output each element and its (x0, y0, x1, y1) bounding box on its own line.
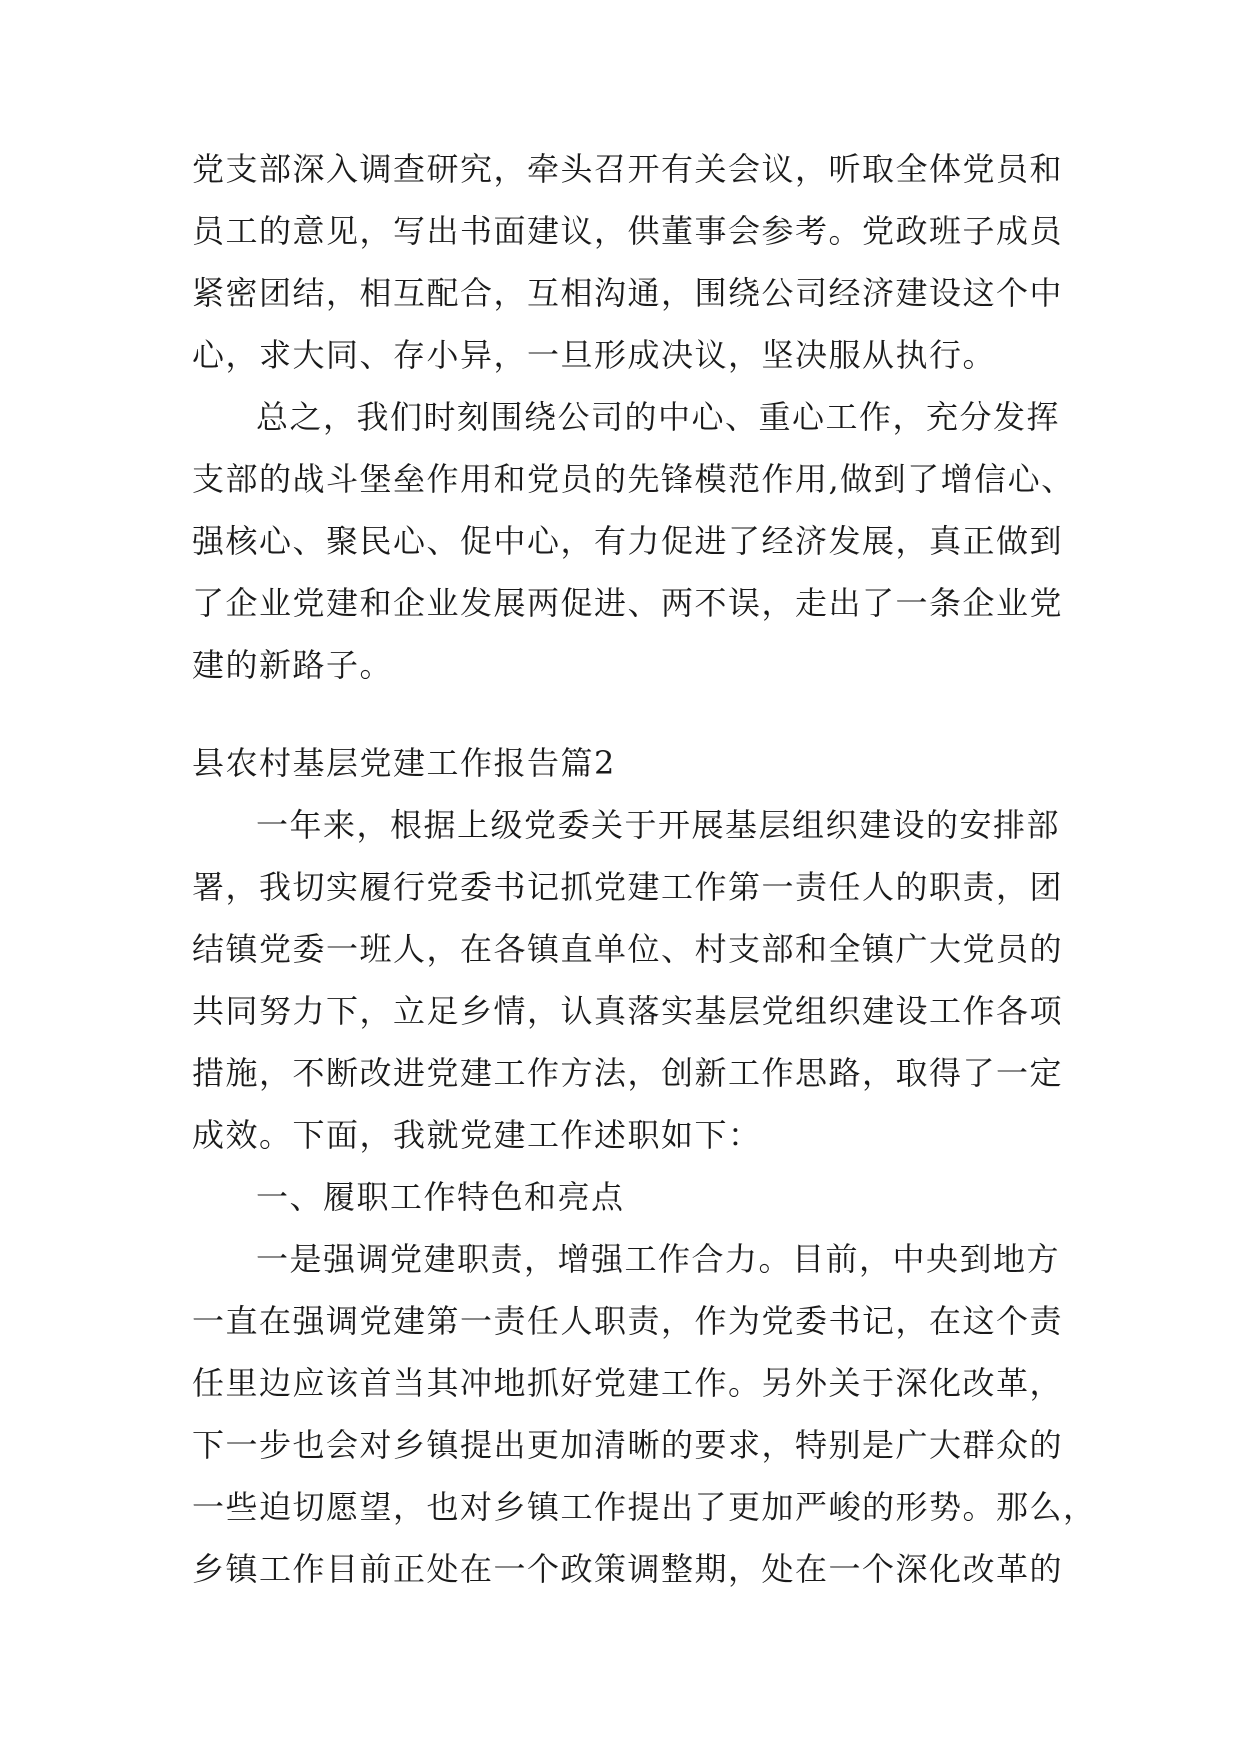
paragraph-2-line-3: 强核心、聚民心、促中心，有力促进了经济发展，真正做到 (192, 522, 1064, 560)
paragraph-4-line-2: 一直在强调党建第一责任人职责，作为党委书记，在这个责 (192, 1302, 1064, 1340)
paragraph-4-line-3: 任里边应该首当其冲地抓好党建工作。另外关于深化改革， (192, 1364, 1064, 1402)
section-title: 县农村基层党建工作报告篇2 (192, 744, 616, 782)
paragraph-3-line-4: 共同努力下，立足乡情，认真落实基层党组织建设工作各项 (192, 992, 1064, 1030)
paragraph-3-line-1: 一年来，根据上级党委关于开展基层组织建设的安排部 (256, 806, 1061, 844)
paragraph-1-line-1: 党支部深入调查研究，牵头召开有关会议，听取全体党员和 (192, 150, 1064, 188)
paragraph-4-line-6: 乡镇工作目前正处在一个政策调整期，处在一个深化改革的 (192, 1550, 1064, 1588)
subheading-1: 一、履职工作特色和亮点 (256, 1178, 625, 1216)
paragraph-4-line-5: 一些迫切愿望，也对乡镇工作提出了更加严峻的形势。那么， (192, 1488, 1097, 1526)
paragraph-1-line-2: 员工的意见，写出书面建议，供董事会参考。党政班子成员 (192, 212, 1064, 250)
paragraph-3-line-2: 署，我切实履行党委书记抓党建工作第一责任人的职责，团 (192, 868, 1064, 906)
paragraph-3-line-6: 成效。下面，我就党建工作述职如下： (192, 1116, 762, 1154)
paragraph-3-line-3: 结镇党委一班人，在各镇直单位、村支部和全镇广大党员的 (192, 930, 1064, 968)
paragraph-2-line-2: 支部的战斗堡垒作用和党员的先锋模范作用,做到了增信心、 (192, 460, 1075, 498)
paragraph-1-line-3: 紧密团结，相互配合，互相沟通，围绕公司经济建设这个中 (192, 274, 1064, 312)
paragraph-2-line-5: 建的新路子。 (192, 646, 394, 684)
paragraph-4-line-4: 下一步也会对乡镇提出更加清晰的要求，特别是广大群众的 (192, 1426, 1064, 1464)
paragraph-4-line-1: 一是强调党建职责，增强工作合力。目前，中央到地方 (256, 1240, 1061, 1278)
paragraph-2-line-4: 了企业党建和企业发展两促进、两不误，走出了一条企业党 (192, 584, 1064, 622)
paragraph-1-line-4: 心，求大同、存小异，一旦形成决议，坚决服从执行。 (192, 336, 997, 374)
paragraph-2-line-1: 总之，我们时刻围绕公司的中心、重心工作，充分发挥 (256, 398, 1061, 436)
paragraph-3-line-5: 措施，不断改进党建工作方法，创新工作思路，取得了一定 (192, 1054, 1064, 1092)
